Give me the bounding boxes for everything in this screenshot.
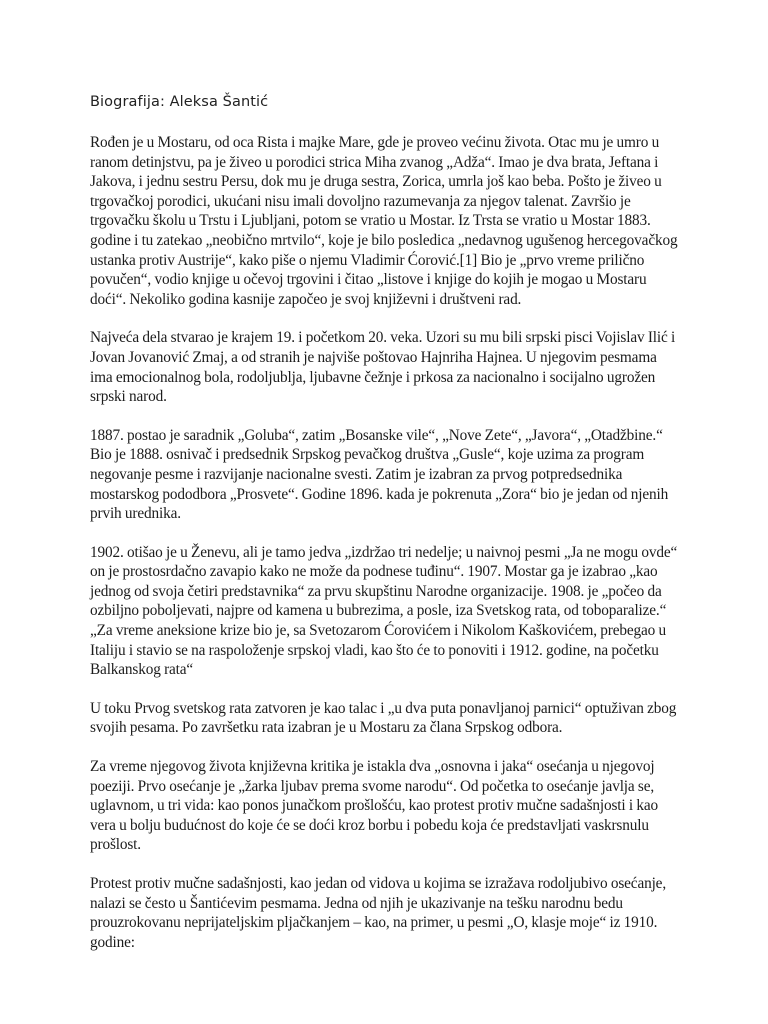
paragraph-criticism: Za vreme njegovog života književna kritika je istakla dva „osnovna i jaka“ osećanja u njegovoj poeziji. Prvo osećanje je „žarka ljubav prema svome narodu“. Od početka to osećanje javlja se, uglavnom, u tri vida: kao ponos junačkom prošlošću, kao protest protiv mučne sadašnjosti i kao vera u bolju budućnost do koje će se doći kroz borbu i pobedu koja će predstavljati vaskrsnulu prošlost. <box>90 758 658 854</box>
document-page <box>90 92 680 971</box>
paragraph-literary-activity: 1887. postao je saradnik „Goluba“, zatim „Bosanske vile“, „Nove Zete“, „Javora“, „Otadžbine.“ Bio je 1888. osnivač i predsednik Srpskog pevačkog društva „Gusle“, koje uzima za program negovanje pesme i razvijanje nacionalne svesti. Zatim je izabran za prvog potpredsednika mostarskog pododbora „Prosvete“. Godine 1896. kada je pokrenuta „Zora“ bio je jedan od njenih prvih urednika. <box>90 426 669 523</box>
paragraph-geneva-and-politics: 1902. otišao je u Ženevu, ali je tamo jedva „izdržao tri nedelje; u naivnoj pesmi „Ja ne mogu ovde“ on je prostosrdačno zavapio kako ne može da podnese tuđinu“. 1907. Mostar ga je izabrao „kao jednog od svoja četiri predstavnika“ za prvu skupštinu Narodne organizacije. 1908. je „počeo da ozbiljno poboljevati, najpre od kamena u bubrezima, a posle, iza Svetskog rata, od toboparalize.“ „Za vreme aneksione krize bio je, sa Svetozarom Ćorovićem i Nikolom Kaškovićem, prebegao u Italiju i stavio se na raspoloženje srpskoj vladi, kao što će to ponoviti i 1912. godine, na početku Balkanskog rata“ <box>90 543 678 679</box>
paragraph-world-war-one: U toku Prvog svetskog rata zatvoren je kao talac i „u dva puta ponavljanoj parnici“ optuživan zbog svojih pesama. Po završetku rata izabran je u Mostaru za člana Srpskog odbora. <box>90 699 677 737</box>
paragraph-protest: Protest protiv mučne sadašnjosti, kao jedan od vidova u kojima se izražava rodoljubivo osećanje, nalazi se često u Šantićevim pesmama. Jedna od njih je ukazivanje na tešku narodnu bedu prouzrokovanu neprijateljskim pljačkanjem – kao, na primer, u pesmi „O, klasje moje“ iz 1910. godine: <box>90 875 667 951</box>
paragraph-early-life: Rođen je u Mostaru, od oca Rista i majke Mare, gde je proveo većinu života. Otac mu je umro u ranom detinjstvu, pa je živeo u porodici strica Miha zvanog „Adža“. Imao je dva brata, Jeftana i Jakova, i jednu sestru Persu, dok mu je druga sestra, Zorica, umrla još kao beba. Pošto je živeo u trgovačkoj porodici, ukućani nisu imali dovoljno razumevanja za njegov talenat. Završio je trgovačku školu u Trstu i Ljubljani, potom se vratio u Mostar. Iz Trsta se vratio u Mostar 1883. godine i tu zatekao „neobično mrtvilo“, koje je bilo posledica „nedavnog ugušenog hercegovačkog ustanka protiv Austrije“, kako piše o njemu Vladimir Ćorović.[1] Bio je „prvo vreme prilično povučen“, vodio knjige u očevoj trgovini i čitao „listove i knjige do kojih je mogao u Mostaru doći“. Nekoliko godina kasnije započeo je svoj književni i društveni rad. <box>90 134 678 308</box>
paragraph-major-works: Najveća dela stvarao je krajem 19. i početkom 20. veka. Uzori su mu bili srpski pisci Vojislav Ilić i Jovan Jovanović Zmaj, a od stranih je najviše poštovao Hajnriha Hajnea. U njegovim pesmama ima emocionalnog bola, rodoljublja, ljubavne čežnje i prkosa za nacionalno i socijalno ugrožen srpski narod. <box>90 329 676 406</box>
document-title: Biografija: Aleksa Šantić <box>90 94 269 110</box>
